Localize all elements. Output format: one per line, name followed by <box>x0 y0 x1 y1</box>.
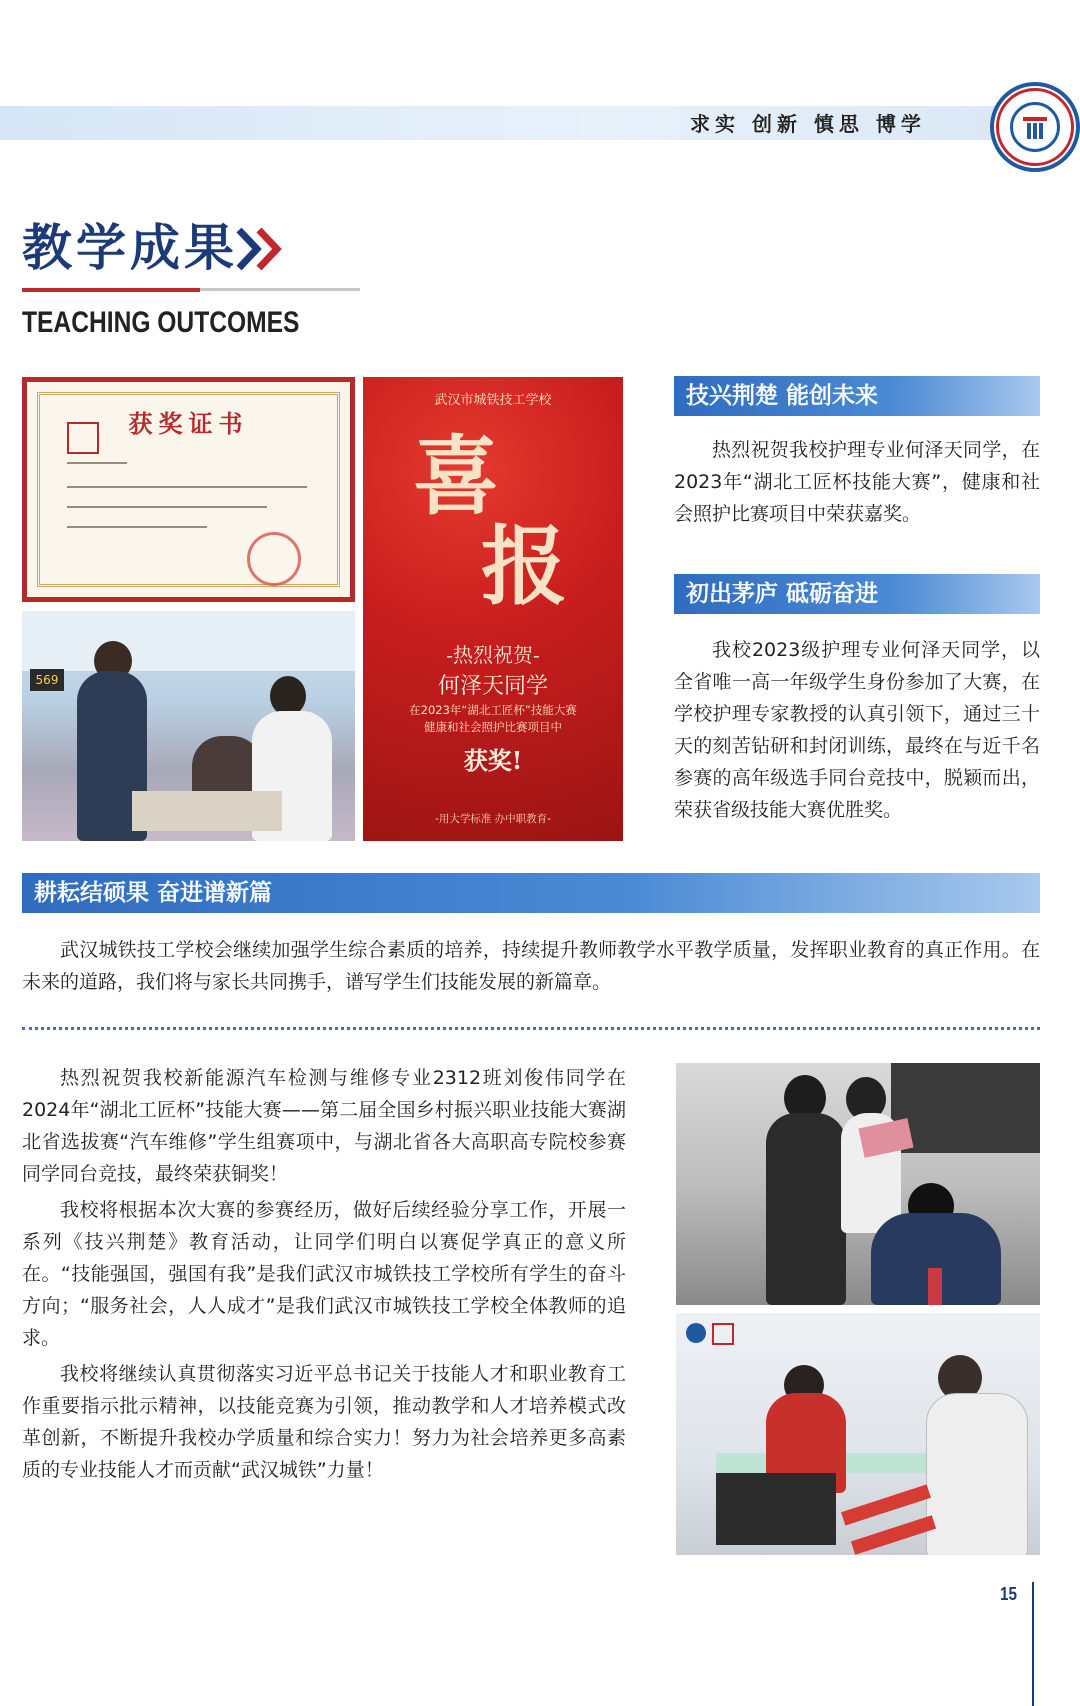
logo-icon <box>686 1323 706 1343</box>
poster-congrats: -热烈祝贺- <box>446 643 540 667</box>
photo-table <box>132 791 282 831</box>
auto-repair-students-photo <box>676 1063 1040 1305</box>
person-head <box>270 676 306 716</box>
subheading-label: 耕耘结硕果 奋进谱新篇 <box>22 873 1040 913</box>
poster-event-line: 在2023年“湖北工匠杯”技能大赛 <box>409 703 577 717</box>
poster-headline-char: 报 <box>481 516 567 617</box>
logo-icon <box>712 1323 734 1345</box>
bottle <box>928 1268 942 1305</box>
page-rule <box>1032 1582 1034 1706</box>
poster-event-line: 健康和社会照护比赛项目中 <box>424 720 562 734</box>
student-figure <box>766 1113 846 1305</box>
school-logo <box>990 82 1080 172</box>
school-motto: 求实 创新 慎思 博学 <box>690 112 926 136</box>
score-sign: 569 <box>30 669 64 691</box>
section-title: 教学成果 <box>22 219 238 277</box>
body-paragraph <box>22 934 1040 998</box>
engine-repair-photo <box>676 1313 1040 1555</box>
award-certificate-photo <box>22 377 355 602</box>
paragraph-text: 热烈祝贺我校新能源汽车检测与维修专业2312班刘俊伟同学在2024年“湖北工匠杯”技能大赛——第二届全国乡村振兴职业技能大赛湖北省选拔赛“汽车维修”学生组赛项中，与湖北省各大高职高专院校参赛同学同台竞技，最终荣获铜奖！ <box>22 1067 626 1185</box>
double-chevron-icon <box>235 226 285 272</box>
paragraph-text: 我校2023级护理专业何泽天同学，以全省唯一高一年级学生身份参加了大赛，在学校护理专家教授的认真引领下，通过三十天的刻苦钻研和封闭训练，最终在与近千名参赛的高年级选手同台竞技中，脱颖而出，荣获省级技能大赛优胜奖。 <box>674 639 1040 821</box>
certificate-text-line <box>67 526 207 528</box>
engine-block <box>716 1473 836 1545</box>
page-number: 15 <box>1000 1584 1018 1604</box>
rail-icon <box>1013 105 1057 149</box>
good-news-poster <box>363 377 623 841</box>
certificate-text-line <box>67 462 127 464</box>
title-underline-accent <box>22 288 200 292</box>
dotted-divider <box>22 1027 1040 1030</box>
subheading-label: 初出茅庐 砥砺奋进 <box>674 574 1040 614</box>
paragraph-text: 武汉城铁技工学校会继续加强学生综合素质的培养，持续提升教师教学水平教学质量，发挥职业教育的真正作用。在未来的道路，我们将与家长共同携手，谱写学生们技能发展的新篇章。 <box>22 939 1040 993</box>
instructor-figure <box>926 1393 1028 1555</box>
subheading-label: 技兴荆楚 能创未来 <box>674 376 1040 416</box>
photo-blackboard <box>891 1063 1040 1153</box>
poster-school-name: 武汉市城铁技工学校 <box>434 393 552 408</box>
certificate-text-line <box>67 486 307 488</box>
section-subtitle: TEACHING OUTCOMES <box>22 306 300 339</box>
poster-slogan: -用大学标准 办中职教育- <box>435 813 551 825</box>
paragraph-text: 热烈祝贺我校护理专业何泽天同学，在2023年“湖北工匠杯技能大赛”，健康和社会照护比赛项目中荣获嘉奖。 <box>674 439 1040 525</box>
poster-headline-char: 喜 <box>413 426 499 527</box>
certificate-text-line <box>67 506 267 508</box>
red-part <box>851 1515 936 1555</box>
poster-student-name: 何泽天同学 <box>437 674 548 699</box>
photo-wall <box>22 611 355 671</box>
poster-award: 获奖! <box>463 746 523 775</box>
certificate-seal-icon <box>247 532 301 586</box>
paragraph-text: 我校将根据本次大赛的参赛经历，做好后续经验分享工作，开展一系列《技兴荆楚》教育活动，让同学们明白以赛促学真正的意义所在。“技能强国，强国有我”是我们武汉市城铁技工学校所有学生的奋斗方向；“服务社会，人人成才”是我们武汉市城铁技工学校全体教师的追求。 <box>22 1199 626 1349</box>
body-paragraphs <box>22 1062 626 1490</box>
body-paragraph <box>674 634 1040 826</box>
paragraph-text: 我校将继续认真贯彻落实习近平总书记关于技能人才和职业教育工作重要指示批示精神，以技能竞赛为引领，推动教学和人才培养模式改革创新，不断提升我校办学质量和综合实力！努力为社会培养更多高素质的专业技能人才而贡献“武汉城铁”力量！ <box>22 1363 626 1481</box>
body-paragraph <box>674 434 1040 530</box>
certificate-title: 获奖证书 <box>128 409 249 438</box>
nursing-competition-photo <box>22 611 355 841</box>
logo-emblem <box>1010 102 1060 152</box>
